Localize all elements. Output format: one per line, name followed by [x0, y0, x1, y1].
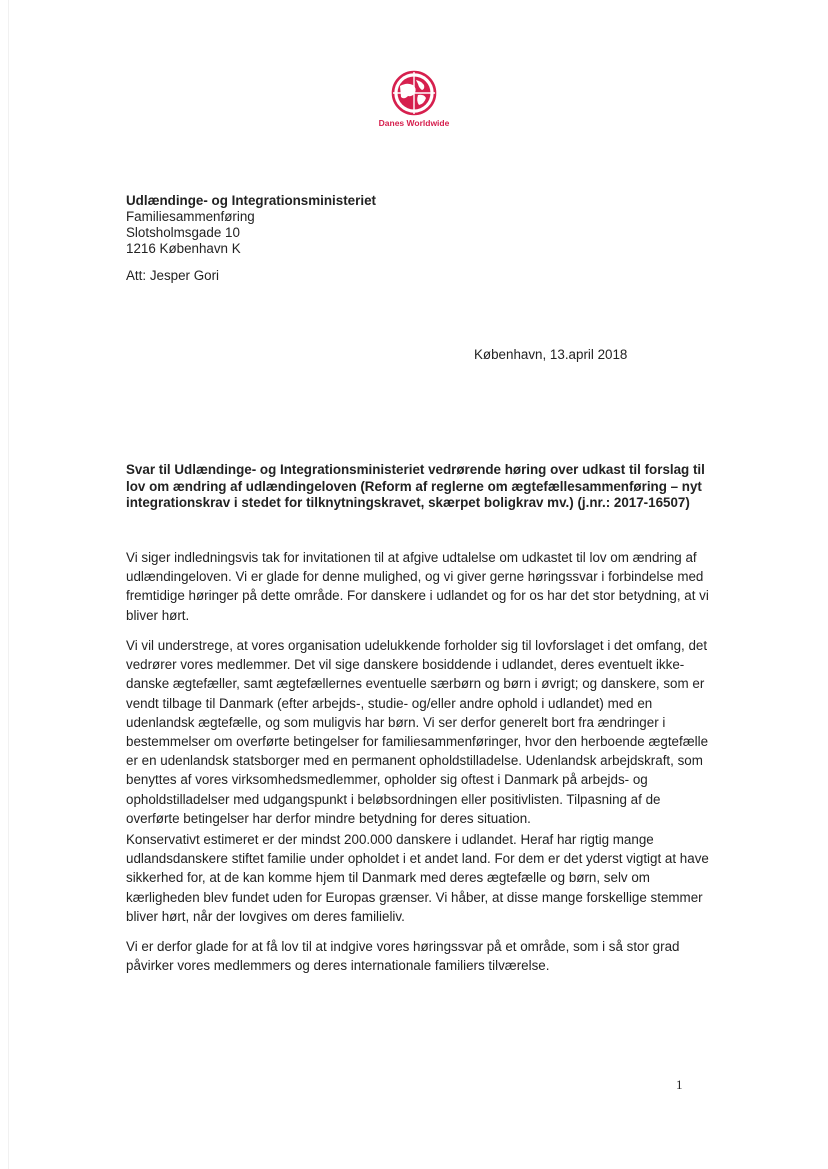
globe-logo-icon [391, 70, 437, 116]
paragraph-estimate: Konservativt estimeret er der mindst 200.000 danskere i udlandet. Heraf har rigtig mange udlandsdanskere stiftet familie under opholdet i et andet land. For dem er det yderst vigtigt at have sikkerhed for, at de kan komme hjem til Danmark med deres ægtefælle og børn, selv om kærligheden blev fundet uden for Europas grænser. Vi håber, at disse mange forskellige stemmer bliver hørt, når der lovgives om deres familieliv. [126, 832, 709, 924]
date-line: København, 13.april 2018 [474, 347, 628, 362]
page-number: 1 [676, 1077, 683, 1092]
recipient-street: Slotsholmsgade 10 [126, 225, 240, 240]
recipient-address [126, 193, 376, 257]
logo [378, 70, 450, 128]
paragraph-intro: Vi siger indledningsvis tak for invitationen til at afgive udtalelse om udkastet til lov om ændring af udlændingeloven. Vi er glade for denne mulighed, og vi giver gerne høringssvar i forbindelse med fremtidige høringer på dette område. For danskere i udlandet og for os har det stor betydning, at vi bliver hørt. [126, 550, 709, 623]
paragraph-scope: Vi vil understrege, at vores organisation udelukkende forholder sig til lovforslaget i det omfang, det vedrører vores medlemmer. Det vil sige danskere bosiddende i udlandet, deres eventuelt ikke-danske ægtefæller, samt ægtefællernes eventuelle særbørn og børn i øvrigt; og danskere, som er vendt tilbage til Danmark (efter arbejds-, studie- og/eller andre ophold i udlandet) med en udenlandsk ægtefælle, og som muligvis har børn. Vi ser derfor generelt bort fra ændringer i bestemmelser om overførte betingelser for familiesammenføringer, hvor den herboende ægtefælle er en udenlandsk statsborger med en permanent opholdstilladelse. Udenlandsk arbejdskraft, som benyttes af vores virksomhedsmedlemmer, opholder sig oftest i Danmark på arbejds- og opholdstilladelser med udgangspunkt i beløbsordningen eller positivlisten. Tilpasning af de overførte betingelser har derfor mindre betydning for deres situation. [126, 638, 709, 826]
recipient-department: Familiesammenføring [126, 209, 255, 224]
paragraph-closing: Vi er derfor glade for at få lov til at indgive vores høringssvar på et område, som i så stor grad påvirker vores medlemmers og deres internationale familiers tilværelse. [126, 939, 680, 974]
recipient-city: 1216 København K [126, 241, 241, 256]
subject-heading: Svar til Udlændinge- og Integrationsministeriet vedrørende høring over udkast til forslag til lov om ændring af udlændingeloven (Reform af reglerne om ægtefællesammenføring – nyt integrationskrav i stedet for tilknytningskravet, skærpet boligkrav mv.) (j.nr.: 2017-16507) [126, 462, 705, 511]
attention-line: Att: Jesper Gori [126, 268, 220, 283]
logo-wordmark: Danes Worldwide [378, 118, 450, 128]
recipient-organization: Udlændinge- og Integrationsministeriet [126, 193, 376, 208]
scan-edge [8, 0, 9, 1169]
